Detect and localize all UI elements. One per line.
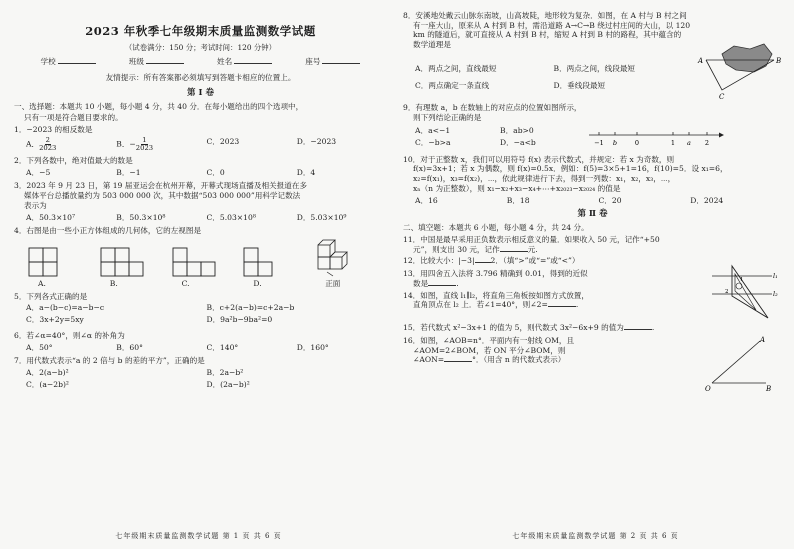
question-10-options <box>403 196 782 206</box>
svg-text:1: 1 <box>670 139 676 148</box>
svg-text:−1: −1 <box>594 139 604 148</box>
view-a-icon <box>28 247 72 277</box>
question-11: 11．中国是最早采用正负数表示相反意义的量．如果收入 50 元，记作“+50 元”，则支出 30 元，记作 元. <box>403 234 660 254</box>
answer-blank <box>444 361 472 362</box>
page-footer: 七年级期末质量监测数学试题 第 1 页 共 6 页 <box>115 532 282 541</box>
question-8-options <box>403 54 692 98</box>
option-b: B．两点之间，线段最短 <box>553 63 636 73</box>
answer-blank <box>500 251 528 252</box>
question-9-options <box>403 126 585 149</box>
option-b: B．50.3×10⁸ <box>116 212 166 222</box>
option-d: D．2024 <box>690 195 724 205</box>
option-a: A．a<−1 <box>415 126 451 136</box>
answer-blank <box>428 285 456 286</box>
section-2-heading: 二、填空题：本题共 6 小题，每小题 4 分，共 24 分。 <box>403 223 589 233</box>
answer-blank <box>475 262 491 263</box>
question-13: 13．用四舍五入法将 3.796 精确到 0.01，得到的近似 数是 . <box>403 269 588 288</box>
svg-text:b: b <box>612 139 618 148</box>
svg-text:l₂: l₂ <box>773 290 778 299</box>
question-1-options <box>14 137 387 152</box>
svg-text:2: 2 <box>704 139 710 148</box>
option-b: B．−1 <box>116 167 141 177</box>
option-b-figure: B. <box>100 247 172 289</box>
number-line-figure <box>585 127 725 151</box>
view-d-icon <box>243 247 287 277</box>
option-c: C．两点确定一条直线 <box>415 80 490 90</box>
option-d: D．垂线段最短 <box>553 80 606 90</box>
option-d: D．−2023 <box>296 136 337 146</box>
fraction: $\frac{1}{2023}$ <box>135 135 154 152</box>
mountain-map-figure <box>692 40 782 102</box>
question-9-body <box>403 124 782 153</box>
question-7: 7．用代数式表示“a 的 2 倍与 b 的差的平方”，正确的是 <box>14 356 205 366</box>
exam-page-2 <box>397 0 794 549</box>
option-d: D．5.03×10⁹ <box>296 212 347 222</box>
page-footer: 七年级期末质量监测数学试题 第 2 页 共 6 页 <box>512 532 679 541</box>
option-c: C．−b>a <box>415 138 451 148</box>
option-c: C．3x+2y=5xy <box>26 315 84 325</box>
option-a: A．两点之间，直线最短 <box>415 63 497 73</box>
question-1: 1．−2023 的相反数是 <box>14 124 93 134</box>
question-12: 12．比较大小：|−3| 2．（填“>”或“=”或“<”） <box>403 256 580 266</box>
question-4: 4．右图是由一些小正方体组成的几何体，它的左视图是 <box>14 226 202 236</box>
student-info <box>14 57 387 67</box>
option-d: D．−a<b <box>500 138 536 148</box>
angle-figure <box>702 335 782 393</box>
question-8: 8．安溪地处戴云山脉东南坡，山高坡陡，地形较为复杂．如图，在 A 村与 B 村之间 有一座大山，原来从 A 村到 B 村，需沿道路 A→C→B 绕过村庄间的大山，以 120 km 的隧道后，就可直接从 A 村到 B 村，缩短 A 村到 B 村的路程，其中蕴含的 数学道理是 <box>403 11 691 50</box>
svg-text:B: B <box>766 384 772 393</box>
option-d-figure: D. <box>243 247 315 289</box>
svg-text:B: B <box>776 56 782 65</box>
option-c: C．2023 <box>206 136 240 146</box>
option-a: A．50.3×10⁷ <box>26 212 76 222</box>
question-6: 6．若∠α=40°，则∠α 的补角为 <box>14 330 125 340</box>
question-10: 10．对于正整数 x，我们可以用符号 f(x) 表示代数式，并规定：若 x 为奇数，则 f(x)=3x+1；若 x 为偶数，则 f(x)=0.5x．例如：f(5)=3×5+1=16，f(10)=5．设 x₁=6， x₂=f(x₁)，x₃=f(x₂)，⋯，依此规律进行下去，得到一列数：x₁，x₂，x₃，⋯， xₙ（n 为正整数），则 x₁−x₂+x₃−x₄+⋯+x₂₀₂₃−x₂₀₂₄ 的值是 <box>403 154 728 193</box>
option-b: B．− $\frac{1}{2023}$ <box>116 135 154 152</box>
answer-blank <box>548 306 576 307</box>
seat-blank <box>322 63 360 64</box>
option-c: C．140° <box>206 342 239 352</box>
name-label: 姓名 <box>217 57 233 67</box>
svg-text:0: 0 <box>634 139 640 148</box>
option-a: A．16 <box>415 195 438 205</box>
question-8-body <box>403 52 782 102</box>
school-blank <box>58 63 96 64</box>
cube-stack-icon <box>315 239 361 277</box>
option-a: A．2(a−b)² <box>26 367 69 377</box>
front-label: 正面 <box>325 278 341 288</box>
question-4-figures <box>14 239 387 289</box>
option-d: D．(2a−b)² <box>206 379 250 389</box>
option-b: B．c+2(a−b)=c+2a−b <box>206 303 295 313</box>
question-2-options <box>14 168 387 178</box>
question-9: 9．有理数 a，b 在数轴上的对应点的位置如图所示， 则下列结论正确的是 <box>403 102 582 122</box>
volume-2-heading: 第 Ⅱ 卷 <box>577 209 608 220</box>
exam-title: 2023 年秋季七年级期末质量监测数学试题 <box>85 24 316 38</box>
question-3-options <box>14 213 387 223</box>
section-heading: 一、选择题：本题共 10 小题，每小题 4 分，共 40 分．在每小题给出的四个选项中， <box>14 101 304 111</box>
svg-text:A: A <box>698 56 704 65</box>
option-c: C．5.03×10⁸ <box>206 212 256 222</box>
option-b: B．ab>0 <box>500 126 534 136</box>
svg-text:2: 2 <box>725 289 729 296</box>
seat-label: 座号 <box>305 57 321 67</box>
answer-blank <box>624 329 652 330</box>
name-blank <box>234 63 272 64</box>
question-14: 14．如图，直线 l₁∥l₂，将直角三角板按如图方式放置， 直角顶点在 l₂ 上．若∠1=40°，则∠2= . <box>403 290 589 310</box>
option-d: D．9a²b−9ba²=0 <box>206 315 273 325</box>
question-7-options <box>14 368 387 391</box>
class-label: 班级 <box>128 57 144 67</box>
solid-figure <box>315 239 387 289</box>
question-2: 2．下列各数中，绝对值最大的数是 <box>14 155 133 165</box>
option-b: B．2a−b² <box>206 367 244 377</box>
option-c: C．0 <box>206 167 225 177</box>
question-6-options <box>14 343 387 353</box>
svg-text:l₁: l₁ <box>773 272 778 281</box>
view-c-icon <box>172 247 216 277</box>
volume-heading: 第 Ⅰ 卷 <box>187 87 214 98</box>
question-13-14-block <box>403 268 782 322</box>
question-5-options <box>14 303 387 326</box>
option-a: A． $\frac{2}{2023}$ <box>26 135 57 152</box>
triangle-ruler-figure <box>710 260 782 322</box>
svg-text:C: C <box>719 92 725 101</box>
option-c: C．20 <box>598 195 622 205</box>
svg-text:O: O <box>705 384 711 393</box>
svg-text:A: A <box>760 335 766 344</box>
option-a: A．50° <box>26 342 53 352</box>
class-blank <box>146 63 184 64</box>
question-15: 15．若代数式 x²−3x+1 的值为 5，则代数式 3x²−6x+9 的值为 . <box>403 323 655 333</box>
option-b: B．60° <box>116 342 143 352</box>
fraction: $\frac{2}{2023}$ <box>39 135 57 152</box>
option-c-figure: C. <box>172 247 244 289</box>
svg-text:1: 1 <box>740 277 744 284</box>
view-b-icon <box>100 247 144 277</box>
notice: 友情提示：所有答案都必须填写到答题卡相应的位置上。 <box>105 72 296 82</box>
section-heading-cont: 只有一项是符合题目要求的。 <box>24 113 123 123</box>
question-5: 5．下列各式正确的是 <box>14 291 88 301</box>
option-a: A．−5 <box>26 167 51 177</box>
question-16-block <box>403 335 782 393</box>
option-b: B．18 <box>506 195 530 205</box>
option-a-figure: A. <box>28 247 100 289</box>
question-16: 16．如图，∠AOB=n°．平面内有一射线 OM，且 ∠AOM=2∠BOM，若 ON 平分∠BOM，则 ∠AON= °．（用含 n 的代数式表示） <box>403 335 575 365</box>
option-d: D．4 <box>296 167 316 177</box>
option-d: D．160° <box>296 342 329 352</box>
svg-text:a: a <box>687 139 691 148</box>
option-a: A．a−(b−c)=a−b−c <box>26 303 105 313</box>
option-c: C．(a−2b)² <box>26 379 69 389</box>
school-label: 学校 <box>40 57 56 67</box>
exam-subtitle: （试卷满分：150 分；考试时间：120 分钟） <box>124 42 277 52</box>
question-3: 3．2023 年 9 月 23 日，第 19 届亚运会在杭州开幕，开幕式现场直播及相关报道在多 媒体平台总播放量约为 503 000 000 次，其中数据“503 000 000”用科学记数法 表示为 <box>14 181 308 210</box>
